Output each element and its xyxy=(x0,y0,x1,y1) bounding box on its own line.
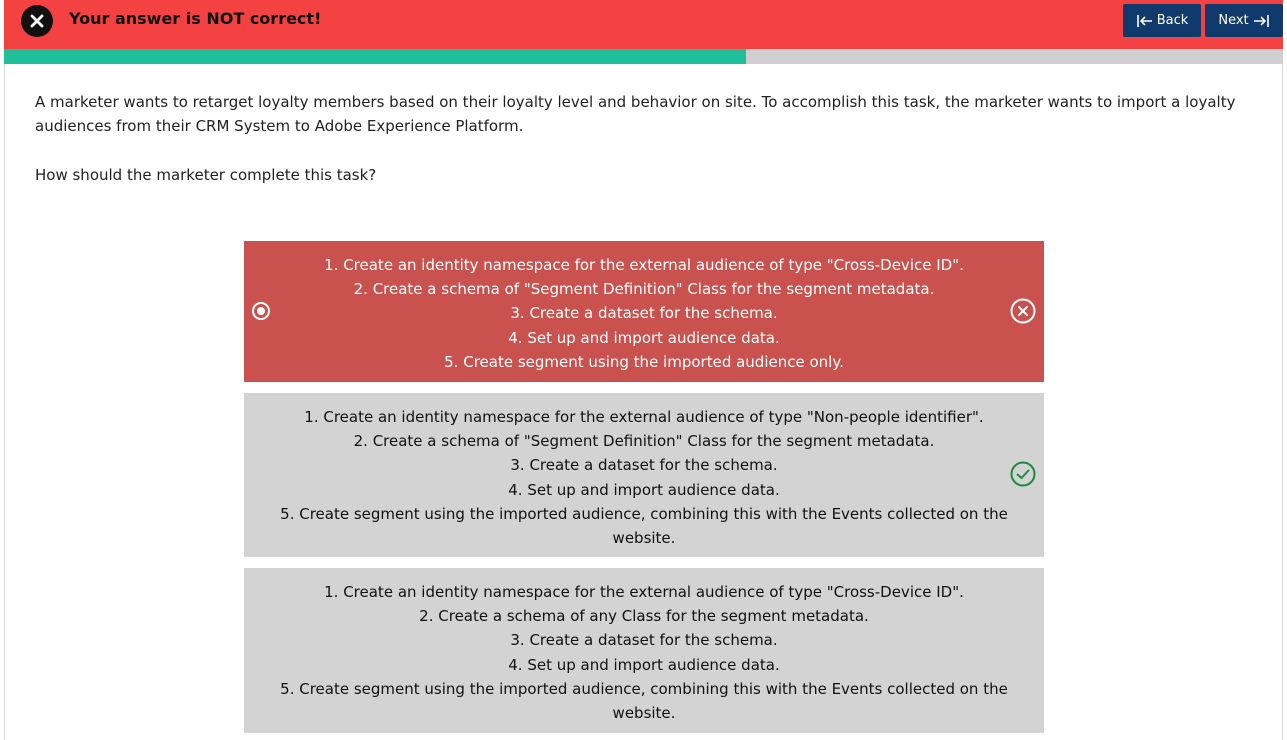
result-message: Your answer is NOT correct! xyxy=(69,9,322,28)
option-3-line-4: 4. Set up and import audience data. xyxy=(508,655,780,674)
question-text: A marketer wants to retarget loyalty members based on their loyalty level and behavior on site. To accomplish this task, the marketer wants to import a loyalty audiences from their CRM System to Adobe Experience Platform. xyxy=(35,93,1236,135)
wrong-x-circle-icon xyxy=(1009,297,1037,325)
option-3-line-2: 2. Create a schema of any Class for the segment metadata. xyxy=(419,607,869,626)
correct-check-circle-icon xyxy=(1009,460,1037,488)
option-2-line-1: 1. Create an identity namespace for the external audience of type "Non-people identifier". xyxy=(304,408,984,426)
back-label: Back xyxy=(1156,13,1189,28)
option-2-line-3: 3. Create a dataset for the schema. xyxy=(510,456,778,475)
answer-option-1[interactable] xyxy=(244,241,1044,382)
option-2-line-2: 2. Create a schema of "Segment Definition" Class for the segment metadata. xyxy=(353,432,935,451)
option-3-line-3: 3. Create a dataset for the schema. xyxy=(510,631,778,650)
option-2-line-4: 4. Set up and import audience data. xyxy=(508,480,780,499)
back-button[interactable] xyxy=(1123,4,1201,37)
option-3-line-5: 5. Create segment using the imported audience, combining this with the Events collected on the website. xyxy=(280,679,1008,723)
radio-selected-icon[interactable] xyxy=(251,301,271,321)
arrow-right-bar-icon xyxy=(1252,14,1270,28)
option-1-line-4: 4. Set up and import audience data. xyxy=(508,328,780,347)
option-2-line-5: 5. Create segment using the imported audience, combining this with the Events collected on the website. xyxy=(280,504,1008,548)
result-banner xyxy=(4,0,1283,49)
x-circle-icon xyxy=(21,5,53,37)
option-1-line-3: 3. Create a dataset for the schema. xyxy=(510,304,778,323)
option-1-line-2: 2. Create a schema of "Segment Definition" Class for the segment metadata. xyxy=(353,280,935,299)
next-label: Next xyxy=(1218,13,1249,28)
progress-bar-fill xyxy=(4,49,746,64)
progress-bar xyxy=(4,49,1283,64)
question-prompt: How should the marketer complete this task? xyxy=(35,166,377,184)
answer-option-3[interactable] xyxy=(244,568,1044,733)
option-3-line-1: 1. Create an identity namespace for the external audience of type "Cross-Device ID". xyxy=(324,583,964,601)
answer-option-2[interactable] xyxy=(244,393,1044,557)
next-button[interactable] xyxy=(1205,4,1283,37)
arrow-left-bar-icon xyxy=(1136,14,1154,28)
option-1-line-5: 5. Create segment using the imported audience only. xyxy=(444,352,844,371)
option-1-line-1: 1. Create an identity namespace for the external audience of type "Cross-Device ID". xyxy=(324,256,964,274)
